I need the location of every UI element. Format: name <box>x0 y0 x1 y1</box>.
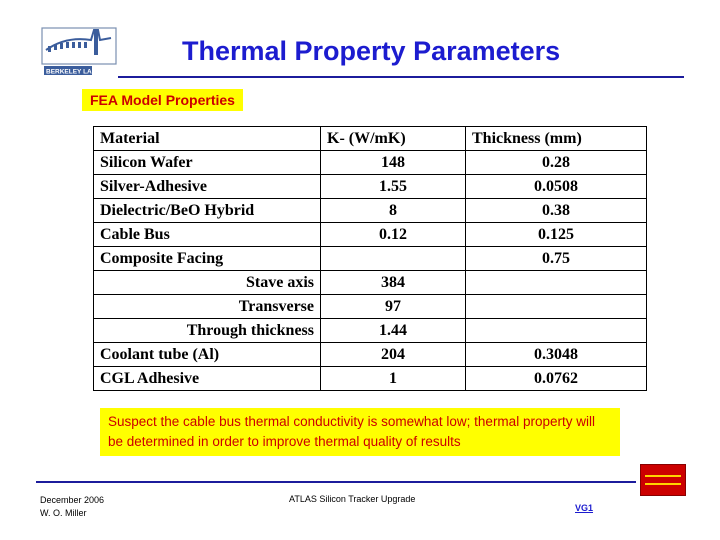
thickness-cell <box>466 319 647 343</box>
footer-date-author <box>40 494 104 520</box>
material-cell: Composite Facing <box>94 247 321 271</box>
material-cell: Silver-Adhesive <box>94 175 321 199</box>
svg-text:BERKELEY LAB: BERKELEY LAB <box>46 68 97 76</box>
section-label: FEA Model Properties <box>82 89 243 111</box>
header-conductivity: K- (W/mK) <box>321 127 466 151</box>
conductivity-cell: 1.55 <box>321 175 466 199</box>
thickness-cell: 0.3048 <box>466 343 647 367</box>
note-box: Suspect the cable bus thermal conductivity is somewhat low; thermal property will be determined in order to improve thermal quality of results <box>100 408 620 456</box>
thickness-cell: 0.125 <box>466 223 647 247</box>
header-thickness: Thickness (mm) <box>466 127 647 151</box>
berkeley-lab-logo <box>36 22 126 78</box>
conductivity-cell: 384 <box>321 271 466 295</box>
thickness-cell: 0.75 <box>466 247 647 271</box>
table-row <box>94 247 647 271</box>
footer-link[interactable]: VG1 <box>575 503 594 513</box>
table-row <box>94 199 647 223</box>
thickness-cell: 0.38 <box>466 199 647 223</box>
thickness-cell: 0.28 <box>466 151 647 175</box>
slide-title: Thermal Property Parameters <box>182 36 561 66</box>
footer-author: W. O. Miller <box>40 508 87 518</box>
material-cell: Cable Bus <box>94 223 321 247</box>
table-row <box>94 343 647 367</box>
conductivity-cell: 148 <box>321 151 466 175</box>
conductivity-cell: 0.12 <box>321 223 466 247</box>
material-cell: Coolant tube (Al) <box>94 343 321 367</box>
footer-event: ATLAS Silicon Tracker Upgrade <box>289 494 416 504</box>
header-material: Material <box>94 127 321 151</box>
footer-divider <box>36 481 636 483</box>
conductivity-cell: 97 <box>321 295 466 319</box>
material-cell: Transverse <box>94 295 321 319</box>
atlas-badge-icon <box>640 464 686 496</box>
conductivity-cell: 204 <box>321 343 466 367</box>
table-row <box>94 151 647 175</box>
material-cell: Stave axis <box>94 271 321 295</box>
table-row <box>94 175 647 199</box>
material-cell: Silicon Wafer <box>94 151 321 175</box>
material-cell: Dielectric/BeO Hybrid <box>94 199 321 223</box>
table-row <box>94 367 647 391</box>
table-row <box>94 271 647 295</box>
table-row <box>94 223 647 247</box>
thickness-cell <box>466 271 647 295</box>
material-cell: Through thickness <box>94 319 321 343</box>
table-row <box>94 319 647 343</box>
table-row <box>94 295 647 319</box>
conductivity-cell <box>321 247 466 271</box>
conductivity-cell: 1.44 <box>321 319 466 343</box>
material-cell: CGL Adhesive <box>94 367 321 391</box>
footer-date: December 2006 <box>40 495 105 505</box>
thickness-cell: 0.0762 <box>466 367 647 391</box>
conductivity-cell: 8 <box>321 199 466 223</box>
table-header-row <box>94 127 647 151</box>
conductivity-cell: 1 <box>321 367 466 391</box>
title-divider <box>118 76 684 78</box>
thermal-properties-table <box>93 126 647 391</box>
thickness-cell: 0.0508 <box>466 175 647 199</box>
thickness-cell <box>466 295 647 319</box>
